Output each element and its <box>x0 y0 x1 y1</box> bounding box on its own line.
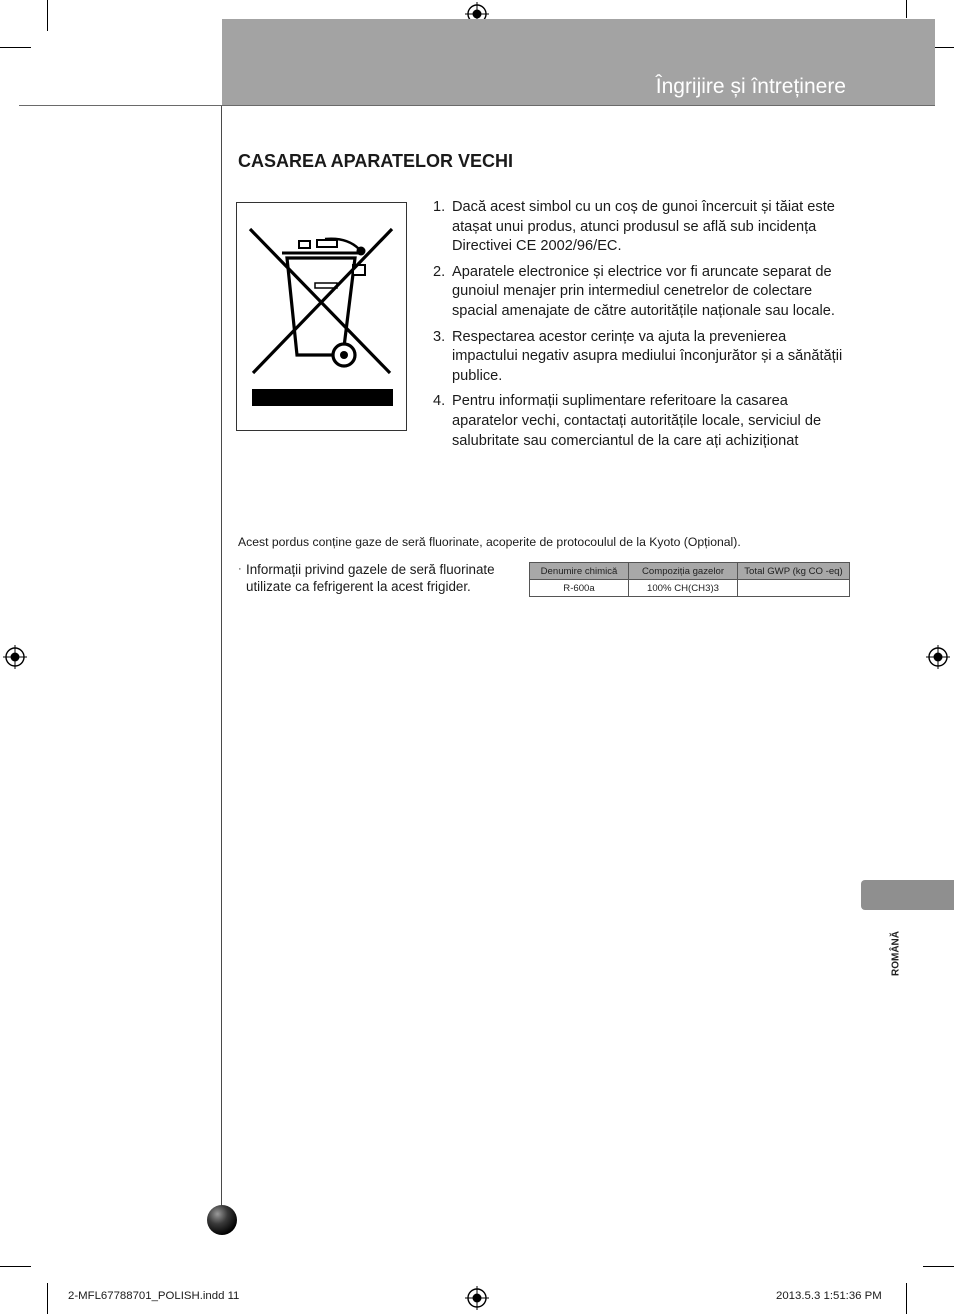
crop-mark <box>0 47 31 48</box>
header-bar <box>222 19 935 106</box>
bullet: · <box>238 563 242 575</box>
language-label: ROMÂNĂ <box>890 931 902 976</box>
crop-mark <box>923 1266 954 1267</box>
list-item: 2. Aparatele electronice și electrice vor fi aruncate separat de gunoiul menajer prin intermediul cenetrelor de colectare spacial amenajate de către autoritățile naționale sau locale. <box>433 263 835 319</box>
page-number-bullet <box>207 1205 237 1235</box>
crop-mark <box>906 0 907 18</box>
crop-mark <box>47 0 48 31</box>
table-cell: R-600a <box>530 580 629 597</box>
page-title: Îngrijire și întreținere <box>655 75 846 98</box>
column-header: Total GWP (kg CO -eq) <box>738 563 850 580</box>
list-item: 3. Respectarea acestor cerințe va ajuta la prevenierea impactului negativ asupra mediului înconjurător și a sănătății publice. <box>433 328 843 384</box>
margin-divider <box>221 106 222 1231</box>
gas-table <box>529 562 850 597</box>
crop-mark <box>47 1283 48 1314</box>
weee-symbol-frame <box>236 202 407 431</box>
table-header-row <box>530 563 850 580</box>
table-cell <box>738 580 850 597</box>
section-title: CASAREA APARATELOR VECHI <box>238 151 514 171</box>
list-item: 1. Dacă acest simbol cu un coș de gunoi încercuit și tăiat este atașat unui produs, atunci produsul se află sub incidența Directivei CE 2002/96/EC. <box>433 199 835 255</box>
disposal-steps <box>433 198 853 457</box>
table-cell: 100% CH(CH3)3 <box>629 580 738 597</box>
gas-info-label: Informații privind gazele de seră fluorinate utilizate ca fefrigerent la acest frigider. <box>246 562 495 594</box>
crossed-bin-icon <box>237 203 406 430</box>
column-header: Compoziția gazelor <box>629 563 738 580</box>
list-item: 4. Pentru informații suplimentare referitoare la casarea aparatelor vechi, contactați autoritățile locale, serviciul de salubritate sau comerciantul de la care ați achiziționat <box>433 393 822 449</box>
table-row <box>530 580 850 597</box>
crop-mark <box>906 1283 907 1314</box>
column-header: Denumire chimică <box>530 563 629 580</box>
gas-info-text <box>238 561 518 595</box>
header-divider <box>19 105 935 106</box>
crop-mark <box>0 1266 31 1267</box>
registration-mark-icon <box>3 645 27 669</box>
registration-mark-icon <box>465 1286 489 1310</box>
footer-filename: 2-MFL67788701_POLISH.indd 11 <box>68 1290 240 1302</box>
registration-mark-icon <box>926 645 950 669</box>
kyoto-note: Acest pordus conține gaze de seră fluorinate, acoperite de protocoulul de la Kyoto (Opțional). <box>238 535 741 549</box>
language-tab <box>861 880 954 910</box>
footer-timestamp: 2013.5.3 1:51:36 PM <box>776 1290 882 1302</box>
